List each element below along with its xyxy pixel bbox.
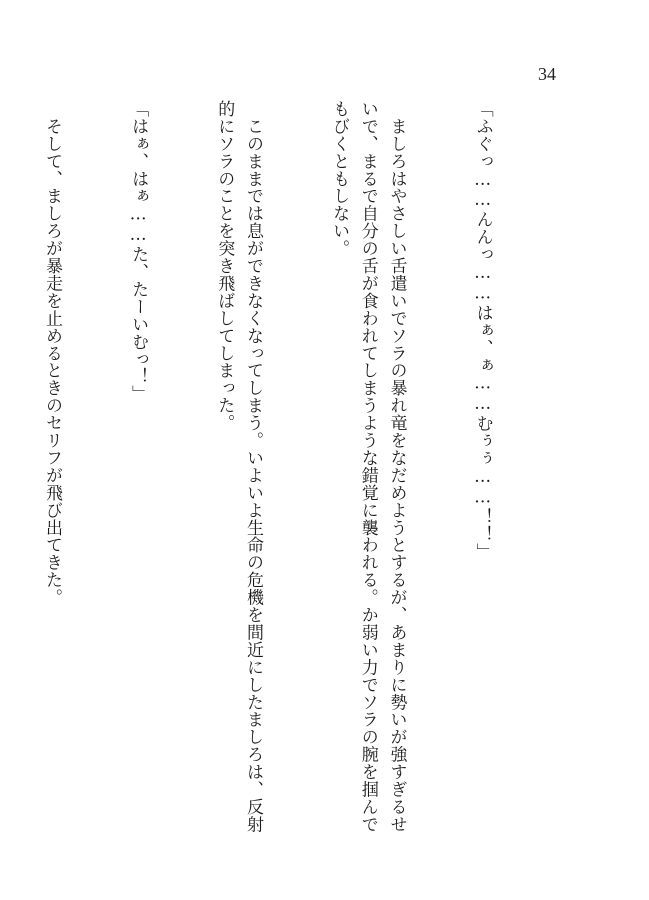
text-line: このままでは息ができなくなってしまう。いよいよ生命の危機を間近にしたましろは、反射的にソラのことを突き飛ばしてしまった。 bbox=[214, 100, 263, 833]
text-line: 「はぁ、はぁ……た、たーいむっ！」 bbox=[128, 100, 149, 403]
vertical-text-body bbox=[0, 100, 554, 840]
text-line: 「ふぐっ……んんっ……はぁ、ぁ……むぅぅ……！！」 bbox=[472, 100, 493, 561]
page-number: 34 bbox=[538, 64, 556, 84]
text-line: ましろはやさしい舌遣いでソラの暴れ竜をなだめようとするが、あまりに勢いが強すぎるせいで、まるで自分の舌が食われてしまうような錯覚に襲われる。か弱い力でソラの腕を掴んでもびくともしない。 bbox=[329, 100, 407, 833]
text-line: そして、ましろが暴走を止めるときのセリフが飛び出てきた。 bbox=[42, 100, 63, 607]
